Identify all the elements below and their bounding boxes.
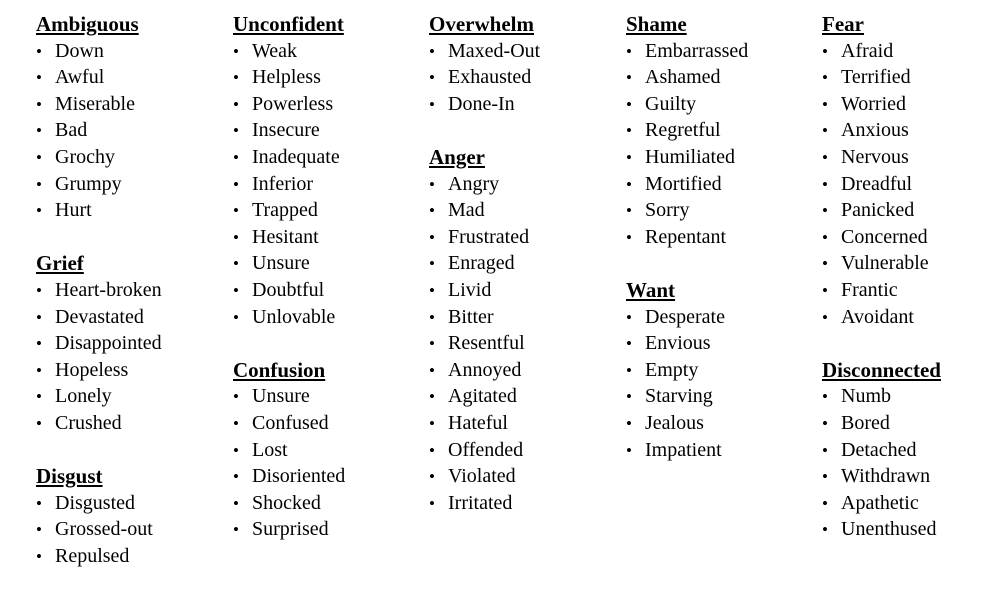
bullet-icon: •: [36, 360, 42, 380]
emotion-word: Inferior: [252, 172, 314, 195]
bullet-icon: •: [429, 41, 435, 61]
emotion-word: Lost: [252, 438, 288, 461]
emotion-word: Violated: [448, 465, 516, 488]
emotion-word: Miserable: [55, 92, 135, 115]
bullet-icon: •: [626, 387, 632, 407]
emotion-word: Hopeless: [55, 358, 129, 381]
emotion-word: Powerless: [252, 92, 334, 115]
list-item: [233, 64, 423, 91]
list-item: [36, 383, 226, 410]
column-1: [36, 11, 226, 596]
bullet-icon: •: [429, 227, 435, 247]
emotion-word: Livid: [448, 278, 492, 301]
emotion-word: Disappointed: [55, 332, 162, 355]
emotion-word: Exhausted: [448, 66, 532, 89]
list-item: [429, 410, 619, 437]
bullet-icon: •: [36, 387, 42, 407]
emotion-word: Jealous: [645, 411, 704, 434]
group-title: Overwhelm: [429, 12, 534, 36]
bullet-icon: •: [429, 68, 435, 88]
list-item: [429, 250, 619, 277]
emotion-word: Annoyed: [448, 358, 522, 381]
group-shame: [626, 11, 816, 250]
list-item: [233, 117, 423, 144]
list-item: [429, 197, 619, 224]
list-item: [36, 64, 226, 91]
bullet-icon: •: [233, 174, 239, 194]
bullet-icon: •: [429, 467, 435, 487]
bullet-icon: •: [429, 440, 435, 460]
bullet-icon: •: [36, 493, 42, 513]
bullet-icon: •: [36, 174, 42, 194]
bullet-icon: •: [233, 280, 239, 300]
emotion-word: Impatient: [645, 438, 722, 461]
bullet-icon: •: [822, 41, 828, 61]
emotion-word: Mad: [448, 199, 485, 222]
emotion-word: Awful: [55, 66, 105, 89]
emotion-word: Lonely: [55, 385, 112, 408]
group-anger: [429, 144, 619, 516]
group-ambiguous: [36, 11, 226, 224]
list-item: [626, 304, 816, 331]
list-item: [626, 410, 816, 437]
bullet-icon: •: [822, 147, 828, 167]
list-item: [36, 543, 226, 570]
list-item: [233, 516, 423, 543]
emotion-word: Insecure: [252, 119, 320, 142]
list-item: [36, 38, 226, 65]
bullet-icon: •: [822, 254, 828, 274]
list-item: [429, 64, 619, 91]
emotion-word: Regretful: [645, 119, 721, 142]
bullet-icon: •: [429, 334, 435, 354]
list-item: [36, 357, 226, 384]
group-title: Fear: [822, 12, 864, 36]
bullet-icon: •: [36, 334, 42, 354]
list-item: [233, 250, 423, 277]
group-grief: [36, 250, 226, 436]
bullet-icon: •: [429, 280, 435, 300]
bullet-icon: •: [626, 440, 632, 460]
emotion-word: Offended: [448, 438, 524, 461]
list-item: [429, 91, 619, 118]
list-item: [36, 490, 226, 517]
list-item: [36, 330, 226, 357]
emotion-word: Ashamed: [645, 66, 721, 89]
bullet-icon: •: [429, 360, 435, 380]
emotion-word: Bitter: [448, 305, 494, 328]
bullet-icon: •: [429, 493, 435, 513]
emotion-word: Concerned: [841, 225, 928, 248]
bullet-icon: •: [233, 201, 239, 221]
list-item: [822, 437, 1008, 464]
emotion-list: [36, 277, 226, 437]
emotion-list: [429, 38, 619, 118]
column-2: [233, 11, 423, 569]
bullet-icon: •: [822, 94, 828, 114]
emotion-word: Frantic: [841, 278, 898, 301]
group-title: Want: [626, 277, 676, 302]
bullet-icon: •: [822, 174, 828, 194]
bullet-icon: •: [233, 68, 239, 88]
emotion-list: [233, 38, 423, 331]
bullet-icon: •: [36, 147, 42, 167]
emotion-word: Devastated: [55, 305, 144, 328]
list-item: [429, 224, 619, 251]
emotion-word: Desperate: [645, 305, 725, 328]
list-item: [233, 171, 423, 198]
emotion-word: Bored: [841, 411, 890, 434]
list-item: [233, 197, 423, 224]
bullet-icon: •: [233, 254, 239, 274]
list-item: [36, 144, 226, 171]
emotion-word: Doubtful: [252, 278, 325, 301]
emotion-list: [429, 171, 619, 517]
group-title: Confusion: [233, 357, 326, 382]
bullet-icon: •: [822, 201, 828, 221]
bullet-icon: •: [429, 413, 435, 433]
list-item: [626, 91, 816, 118]
list-item: [626, 117, 816, 144]
bullet-icon: •: [36, 68, 42, 88]
bullet-icon: •: [233, 41, 239, 61]
list-item: [233, 490, 423, 517]
bullet-icon: •: [822, 413, 828, 433]
group-want: [626, 277, 816, 463]
emotion-word: Maxed-Out: [448, 39, 541, 62]
bullet-icon: •: [233, 121, 239, 141]
bullet-icon: •: [822, 440, 828, 460]
group-disconnected: [822, 357, 1008, 543]
list-item: [429, 357, 619, 384]
emotion-word: Nervous: [841, 145, 909, 168]
group-title: Anger: [429, 144, 485, 169]
list-item: [822, 516, 1008, 543]
list-item: [822, 224, 1008, 251]
emotion-word: Confused: [252, 411, 329, 434]
bullet-icon: •: [233, 147, 239, 167]
bullet-icon: •: [822, 467, 828, 487]
emotion-word: Afraid: [841, 39, 894, 62]
list-item: [626, 383, 816, 410]
column-5: [822, 11, 1008, 569]
emotion-word: Repentant: [645, 225, 727, 248]
emotion-word: Avoidant: [841, 305, 914, 328]
emotion-word: Irritated: [448, 491, 513, 514]
list-item: [429, 277, 619, 304]
list-item: [36, 410, 226, 437]
emotion-word: Guilty: [645, 92, 697, 115]
emotion-word: Unsure: [252, 385, 310, 408]
bullet-icon: •: [626, 174, 632, 194]
emotion-word: Hateful: [448, 411, 508, 434]
list-item: [822, 64, 1008, 91]
bullet-icon: •: [233, 227, 239, 247]
emotion-word: Sorry: [645, 199, 690, 222]
list-item: [822, 304, 1008, 331]
bullet-icon: •: [36, 94, 42, 114]
list-item: [233, 437, 423, 464]
bullet-icon: •: [233, 467, 239, 487]
bullet-icon: •: [626, 147, 632, 167]
bullet-icon: •: [822, 68, 828, 88]
emotion-word: Numb: [841, 385, 891, 408]
list-item: [233, 91, 423, 118]
bullet-icon: •: [626, 307, 632, 327]
emotion-word: Helpless: [252, 66, 321, 89]
list-item: [36, 516, 226, 543]
list-item: [233, 410, 423, 437]
bullet-icon: •: [822, 387, 828, 407]
emotion-word: Starving: [645, 385, 713, 408]
list-item: [36, 117, 226, 144]
emotion-list: [626, 38, 816, 251]
list-item: [822, 144, 1008, 171]
emotion-word: Inadequate: [252, 145, 340, 168]
emotion-list: [822, 383, 1008, 543]
list-item: [429, 383, 619, 410]
group-title: Shame: [626, 12, 687, 36]
bullet-icon: •: [233, 307, 239, 327]
emotion-word: Withdrawn: [841, 465, 931, 488]
bullet-icon: •: [822, 493, 828, 513]
bullet-icon: •: [626, 121, 632, 141]
bullet-icon: •: [233, 94, 239, 114]
emotion-word: Disoriented: [252, 465, 346, 488]
bullet-icon: •: [233, 387, 239, 407]
list-item: [36, 171, 226, 198]
bullet-icon: •: [822, 520, 828, 540]
emotion-word: Dreadful: [841, 172, 913, 195]
bullet-icon: •: [233, 413, 239, 433]
emotion-list: [36, 38, 226, 224]
bullet-icon: •: [36, 121, 42, 141]
bullet-icon: •: [429, 201, 435, 221]
emotion-word: Grossed-out: [55, 518, 153, 541]
list-item: [429, 171, 619, 198]
emotion-word: Bad: [55, 119, 88, 142]
emotion-word: Embarrassed: [645, 39, 749, 62]
emotion-word: Mortified: [645, 172, 722, 195]
group-title: Disconnected: [822, 357, 941, 382]
bullet-icon: •: [822, 280, 828, 300]
list-item: [429, 437, 619, 464]
list-item: [429, 304, 619, 331]
list-item: [36, 91, 226, 118]
bullet-icon: •: [626, 68, 632, 88]
emotion-word: Surprised: [252, 518, 329, 541]
emotion-word: Angry: [448, 172, 500, 195]
emotion-word: Enraged: [448, 252, 515, 275]
bullet-icon: •: [429, 254, 435, 274]
list-item: [626, 330, 816, 357]
emotion-word: Frustrated: [448, 225, 530, 248]
bullet-icon: •: [36, 413, 42, 433]
list-item: [822, 490, 1008, 517]
emotion-word: Hesitant: [252, 225, 319, 248]
bullet-icon: •: [36, 520, 42, 540]
list-item: [626, 64, 816, 91]
emotion-word: Vulnerable: [841, 252, 929, 275]
list-item: [233, 38, 423, 65]
list-item: [626, 437, 816, 464]
emotion-word: Trapped: [252, 199, 318, 222]
list-item: [36, 277, 226, 304]
group-fear: [822, 11, 1008, 330]
bullet-icon: •: [626, 360, 632, 380]
emotion-word: Worried: [841, 92, 907, 115]
bullet-icon: •: [822, 121, 828, 141]
bullet-icon: •: [626, 227, 632, 247]
list-item: [36, 304, 226, 331]
bullet-icon: •: [626, 201, 632, 221]
list-item: [429, 330, 619, 357]
group-unconfident: [233, 11, 423, 330]
emotion-word: Weak: [252, 39, 298, 62]
emotion-word: Heart-broken: [55, 278, 162, 301]
emotion-list: [822, 38, 1008, 331]
list-item: [233, 383, 423, 410]
column-3: [429, 11, 619, 543]
emotion-list: [233, 383, 423, 543]
emotion-word: Shocked: [252, 491, 321, 514]
emotion-word: Unlovable: [252, 305, 336, 328]
column-4: [626, 11, 816, 490]
list-item: [822, 197, 1008, 224]
emotion-word: Disgusted: [55, 491, 135, 514]
group-overwhelm: [429, 11, 619, 117]
bullet-icon: •: [429, 307, 435, 327]
bullet-icon: •: [233, 493, 239, 513]
emotion-word: Empty: [645, 358, 699, 381]
bullet-icon: •: [36, 280, 42, 300]
emotion-word: Agitated: [448, 385, 517, 408]
list-item: [822, 91, 1008, 118]
list-item: [626, 224, 816, 251]
emotion-list: [36, 490, 226, 570]
bullet-icon: •: [822, 307, 828, 327]
emotion-word: Done-In: [448, 92, 515, 115]
bullet-icon: •: [626, 334, 632, 354]
emotion-word: Envious: [645, 332, 711, 355]
bullet-icon: •: [36, 546, 42, 566]
bullet-icon: •: [626, 413, 632, 433]
list-item: [626, 38, 816, 65]
bullet-icon: •: [36, 41, 42, 61]
list-item: [822, 117, 1008, 144]
bullet-icon: •: [233, 440, 239, 460]
emotion-word: Resentful: [448, 332, 525, 355]
group-title: Grief: [36, 251, 84, 276]
bullet-icon: •: [36, 201, 42, 221]
emotion-list: [626, 304, 816, 464]
emotion-word: Detached: [841, 438, 917, 461]
list-item: [36, 197, 226, 224]
list-item: [822, 463, 1008, 490]
emotion-word: Anxious: [841, 119, 909, 142]
bullet-icon: •: [626, 94, 632, 114]
bullet-icon: •: [429, 94, 435, 114]
emotion-word: Hurt: [55, 199, 92, 222]
bullet-icon: •: [233, 520, 239, 540]
bullet-icon: •: [822, 227, 828, 247]
list-item: [233, 224, 423, 251]
emotion-word: Unenthused: [841, 518, 937, 541]
list-item: [626, 357, 816, 384]
list-item: [626, 144, 816, 171]
list-item: [822, 38, 1008, 65]
group-title: Ambiguous: [36, 12, 139, 36]
bullet-icon: •: [429, 174, 435, 194]
bullet-icon: •: [429, 387, 435, 407]
list-item: [429, 38, 619, 65]
list-item: [233, 144, 423, 171]
list-item: [822, 250, 1008, 277]
list-item: [822, 410, 1008, 437]
emotion-word: Crushed: [55, 411, 122, 434]
emotion-word: Humiliated: [645, 145, 735, 168]
list-item: [233, 277, 423, 304]
group-confusion: [233, 357, 423, 543]
list-item: [429, 490, 619, 517]
emotion-word: Apathetic: [841, 491, 919, 514]
group-title: Disgust: [36, 464, 103, 489]
emotion-word: Unsure: [252, 252, 310, 275]
emotion-word: Repulsed: [55, 544, 130, 567]
emotion-word: Panicked: [841, 199, 915, 222]
list-item: [429, 463, 619, 490]
list-item: [626, 171, 816, 198]
list-item: [233, 463, 423, 490]
list-item: [822, 277, 1008, 304]
emotion-word: Grumpy: [55, 172, 122, 195]
emotion-word: Terrified: [841, 66, 911, 89]
emotion-word: Down: [55, 39, 104, 62]
list-item: [626, 197, 816, 224]
emotion-word: Grochy: [55, 145, 115, 168]
list-item: [822, 383, 1008, 410]
bullet-icon: •: [36, 307, 42, 327]
bullet-icon: •: [626, 41, 632, 61]
list-item: [233, 304, 423, 331]
group-disgust: [36, 463, 226, 569]
group-title: Unconfident: [233, 12, 344, 36]
list-item: [822, 171, 1008, 198]
